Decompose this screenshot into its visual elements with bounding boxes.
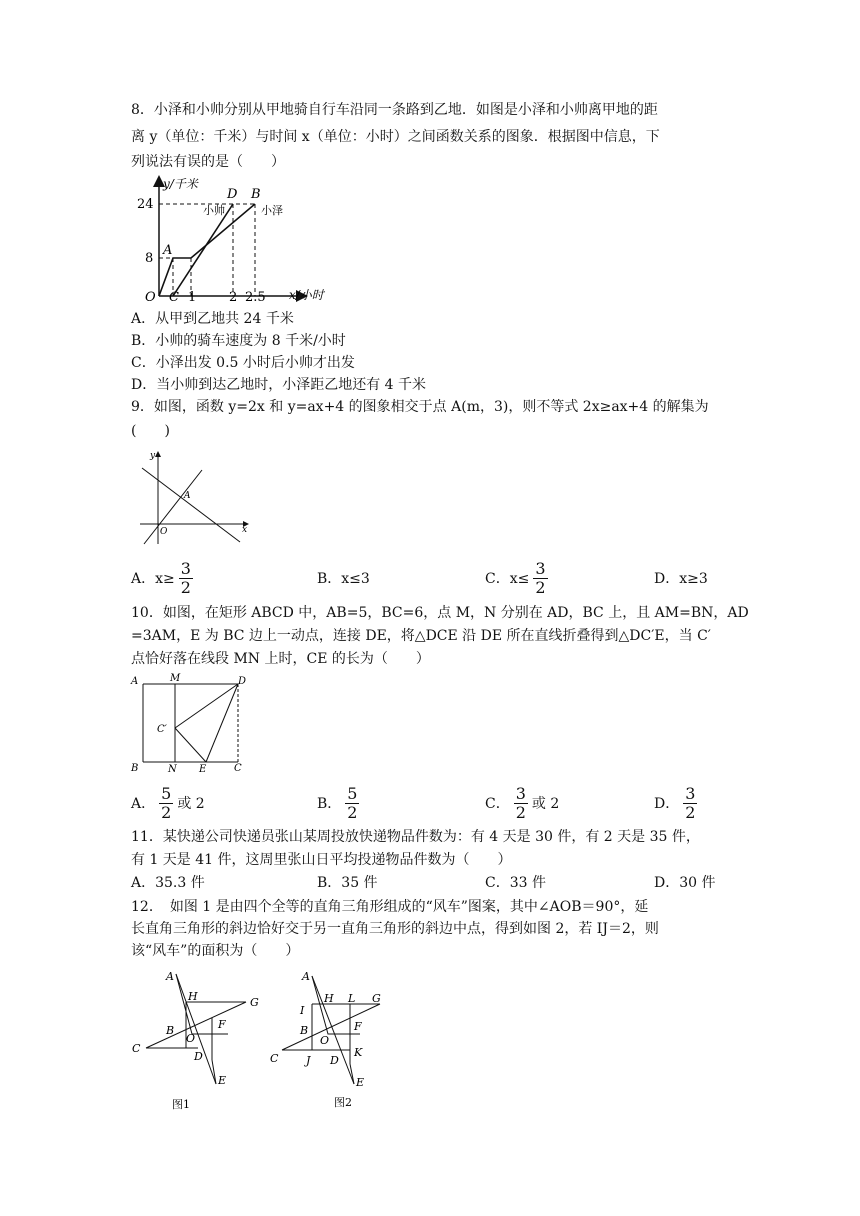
q12-fig2-h: H	[324, 992, 334, 1005]
q8-point-d: D	[227, 187, 238, 202]
q11-stem-line-1: 11．某快递公司快递员张山某周投放快递物品件数为：有 4 天是 30 件，有 2 天是 35 件，	[131, 829, 700, 845]
q8-label-xiaoshuai: 小帅	[203, 204, 225, 217]
q8-line-xiaoshuai	[173, 204, 233, 296]
q12-fig2-e: E	[356, 1076, 365, 1089]
q12-fig2-c: C	[270, 1052, 279, 1065]
q12-fig2-caption: 图2	[334, 1096, 352, 1109]
q12-fig2-d: D	[330, 1054, 339, 1067]
q12-figure-2	[268, 968, 398, 1114]
q8-xtick-o: O	[145, 290, 156, 305]
q8-xtick-2-5: 2.5	[245, 290, 266, 305]
q8-xlabel: x/小时	[289, 288, 324, 302]
q12-fig1-caption: 图1	[172, 1098, 190, 1111]
q9-function-graph	[138, 448, 254, 548]
q10-rectangle-figure	[128, 672, 252, 778]
q10-label-c-prime: C′	[157, 724, 167, 735]
q12-fig2-j: J	[306, 1054, 311, 1067]
q9-label-x: x	[242, 525, 248, 535]
q10-stem-line-2: =3AM，E 为 BC 边上一动点，连接 DE，将△DCE 沿 DE 所在直线折叠得到△DC′E，当 C′	[131, 628, 711, 644]
q11-option-c: C．33 件	[485, 875, 546, 891]
q9-option-c-fraction: $\frac{3}{2}$	[535, 558, 546, 597]
q12-fig1-c: C	[132, 1042, 141, 1055]
q12-fig2-k: K	[354, 1046, 363, 1059]
q10-option-d-prefix: D．	[654, 796, 680, 812]
q12-fig2-o: O	[320, 1034, 330, 1047]
q10-label-d: D	[238, 676, 247, 687]
q8-xtick-1: 1	[188, 290, 197, 305]
q10-option-a-fraction: $\frac{5}{2}$	[161, 783, 172, 822]
q8-xtick-c: C	[169, 290, 179, 305]
q12-fig2-f: F	[354, 1020, 362, 1033]
q12-fig1-a: A	[166, 970, 174, 983]
q12-fig2-a: A	[302, 970, 310, 983]
q11-option-d: D．30 件	[654, 875, 716, 891]
q10-label-a: A	[131, 676, 139, 687]
q11-option-a: A．35.3 件	[131, 875, 205, 891]
q9-option-a-prefix: A．x≥	[131, 571, 175, 587]
q8-ytick-8: 8	[145, 251, 154, 266]
q10-stem-line-1: 10．如图，在矩形 ABCD 中，AB=5，BC=6，点 M，N 分别在 AD，BC 上，且 AM=BN，AD	[131, 605, 749, 621]
q10-option-d-fraction: $\frac{3}{2}$	[685, 783, 696, 822]
q12-fig1-f: F	[218, 1018, 226, 1031]
q9-label-o: O	[160, 527, 168, 537]
q12-fig1-d: D	[194, 1050, 203, 1063]
q9-option-a	[131, 556, 197, 600]
q12-fig2-g: G	[372, 992, 381, 1005]
q8-xtick-2: 2	[229, 290, 238, 305]
q8-ytick-24: 24	[137, 197, 154, 212]
q8-ylabel: y/千米	[163, 177, 198, 191]
q12-stem-line-2: 长直角三角形的斜边恰好交于另一直角三角形的斜边中点，得到如图 2，若 IJ＝2，则	[131, 921, 659, 937]
q12-stem-line-1: 12． 如图 1 是由四个全等的直角三角形组成的“风车”图案，其中∠AOB＝90°，延	[131, 899, 649, 915]
q8-stem-line-3: 列说法有误的是（ ）	[131, 154, 285, 170]
q8-stem-line-2: 离 y（单位：千米）与时间 x（单位：小时）之间函数关系的图象．根据图中信息，下	[131, 129, 660, 145]
q9-option-d	[654, 556, 708, 600]
q10-label-m: M	[170, 673, 181, 684]
q10-option-a	[131, 781, 205, 825]
q9-option-b-prefix: B．x≤3	[317, 571, 370, 587]
q12-fig2-b: B	[300, 1024, 309, 1037]
q9-option-c-prefix: C．x≤	[485, 571, 530, 587]
q9-label-y: y	[150, 451, 156, 461]
q9-stem-line-1: 9．如图，函数 y=2x 和 y=ax+4 的图象相交于点 A(m，3)，则不等式 2x≥ax+4 的解集为	[131, 399, 709, 415]
q8-option-c: C．小泽出发 0.5 小时后小帅才出发	[131, 355, 355, 371]
q9-option-a-fraction: $\frac{3}{2}$	[180, 558, 191, 597]
q12-fig1-o: O	[186, 1032, 196, 1045]
q10-option-c-suffix: 或 2	[531, 796, 560, 812]
q12-figure-1	[128, 968, 268, 1114]
q12-fig1-h: H	[188, 990, 198, 1003]
q8-option-b: B．小帅的骑车速度为 8 千米/小时	[131, 333, 346, 349]
q10-option-b	[317, 781, 363, 825]
q8-point-a: A	[163, 243, 173, 258]
q10-option-a-suffix: 或 2	[177, 796, 205, 812]
q9-line-ax4	[142, 468, 240, 542]
q8-stem-line-1: 8．小泽和小帅分别从甲地骑自行车沿同一条路到乙地．如图是小泽和小帅离甲地的距	[131, 102, 658, 118]
q10-option-c-fraction: $\frac{3}{2}$	[515, 783, 526, 822]
q10-option-c-prefix: C．	[485, 796, 510, 812]
q8-option-a: A．从甲到乙地共 24 千米	[131, 311, 294, 327]
q8-distance-time-graph	[135, 172, 345, 306]
q10-label-n: N	[168, 764, 177, 775]
q10-option-b-fraction: $\frac{5}{2}$	[347, 783, 358, 822]
q12-fig1-b: B	[166, 1024, 175, 1037]
q10-option-d	[654, 781, 701, 825]
q9-option-b	[317, 556, 370, 600]
q10-label-c: C	[234, 763, 242, 774]
q12-fig1-g: G	[250, 996, 259, 1009]
q10-option-b-prefix: B．	[317, 796, 342, 812]
q10-label-e: E	[199, 764, 207, 775]
q9-option-c	[485, 556, 552, 600]
q9-stem-line-2: ( )	[131, 423, 170, 439]
q9-option-d-prefix: D．x≥3	[654, 571, 708, 587]
q8-label-xiaoze: 小泽	[261, 204, 283, 217]
q8-point-b: B	[251, 187, 261, 202]
q12-stem-line-3: 该“风车”的面积为（ ）	[131, 943, 300, 959]
q11-option-b: B．35 件	[317, 875, 378, 891]
q10-stem-line-3: 点恰好落在线段 MN 上时，CE 的长为（ ）	[131, 651, 430, 667]
q9-label-a: A	[184, 491, 191, 501]
q12-fig1-e: E	[218, 1074, 227, 1087]
q8-option-d: D．当小帅到达乙地时，小泽距乙地还有 4 千米	[131, 377, 427, 393]
q10-label-b: B	[131, 763, 139, 774]
q12-fig2-l: L	[348, 992, 356, 1005]
q12-fig2-i: I	[300, 1004, 305, 1017]
q11-stem-line-2: 有 1 天是 41 件，这周里张山日平均投递物品件数为（ ）	[131, 852, 512, 868]
q10-option-a-prefix: A．	[131, 796, 156, 812]
q10-option-c	[485, 781, 559, 825]
